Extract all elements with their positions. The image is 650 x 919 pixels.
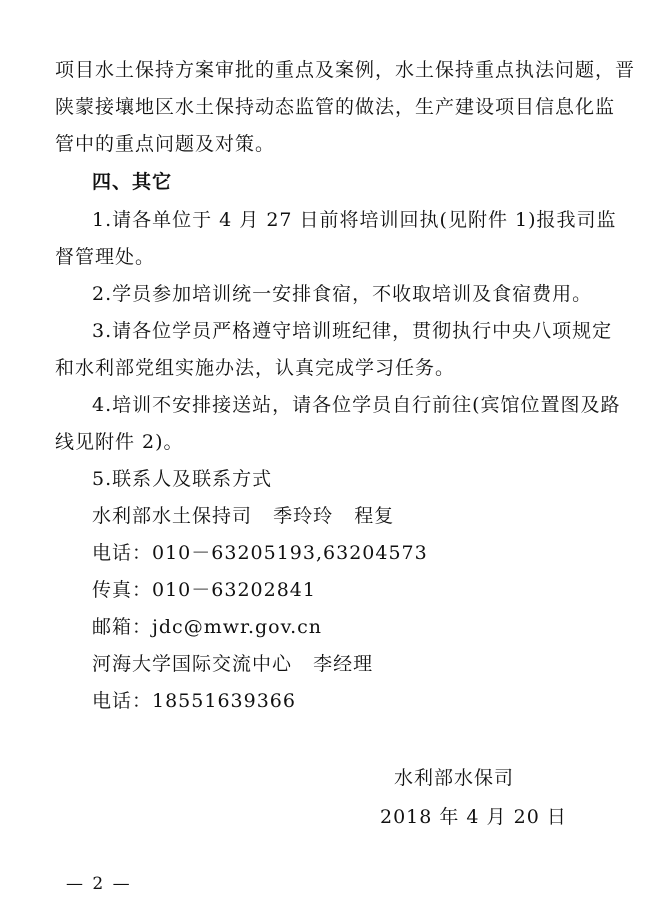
phone-1: 电话：010－63205193,63204573 (92, 542, 428, 564)
item-1-line-2: 督管理处。 (55, 246, 156, 268)
item-3-line-1: 3.请各位学员严格遵守培训班纪律，贯彻执行中央八项规定 (92, 320, 613, 342)
body-line-1: 项目水土保持方案审批的重点及案例，水土保持重点执法问题，晋 (55, 59, 636, 81)
page-number: — 2 — (66, 874, 132, 894)
contact-2: 河海大学国际交流中心 李经理 (92, 653, 374, 675)
body-line-3: 管中的重点问题及对策。 (55, 133, 276, 155)
item-3-line-2: 和水利部党组实施办法，认真完成学习任务。 (55, 357, 456, 379)
body-line-2: 陕蒙接壤地区水土保持动态监管的做法，生产建设项目信息化监 (55, 96, 616, 118)
signature-org: 水利部水保司 (394, 767, 515, 789)
phone-2: 电话：18551639366 (92, 690, 296, 712)
item-2: 2.学员参加培训统一安排食宿，不收取培训及食宿费用。 (92, 283, 593, 305)
item-4-line-1: 4.培训不安排接送站，请各位学员自行前往(宾馆位置图及路 (92, 394, 621, 416)
section-heading: 四、其它 (92, 171, 173, 193)
signature-date: 2018 年 4 月 20 日 (380, 806, 567, 828)
contact-1: 水利部水土保持司 季玲玲 程复 (92, 505, 395, 527)
fax-1: 传真：010－63202841 (92, 579, 316, 601)
item-4-line-2: 线见附件 2)。 (55, 431, 184, 453)
email-1: 邮箱：jdc@mwr.gov.cn (92, 616, 323, 638)
item-5: 5.联系人及联系方式 (92, 468, 273, 490)
item-1-line-1: 1.请各单位于 4 月 27 日前将培训回执(见附件 1)报我司监 (92, 209, 617, 231)
